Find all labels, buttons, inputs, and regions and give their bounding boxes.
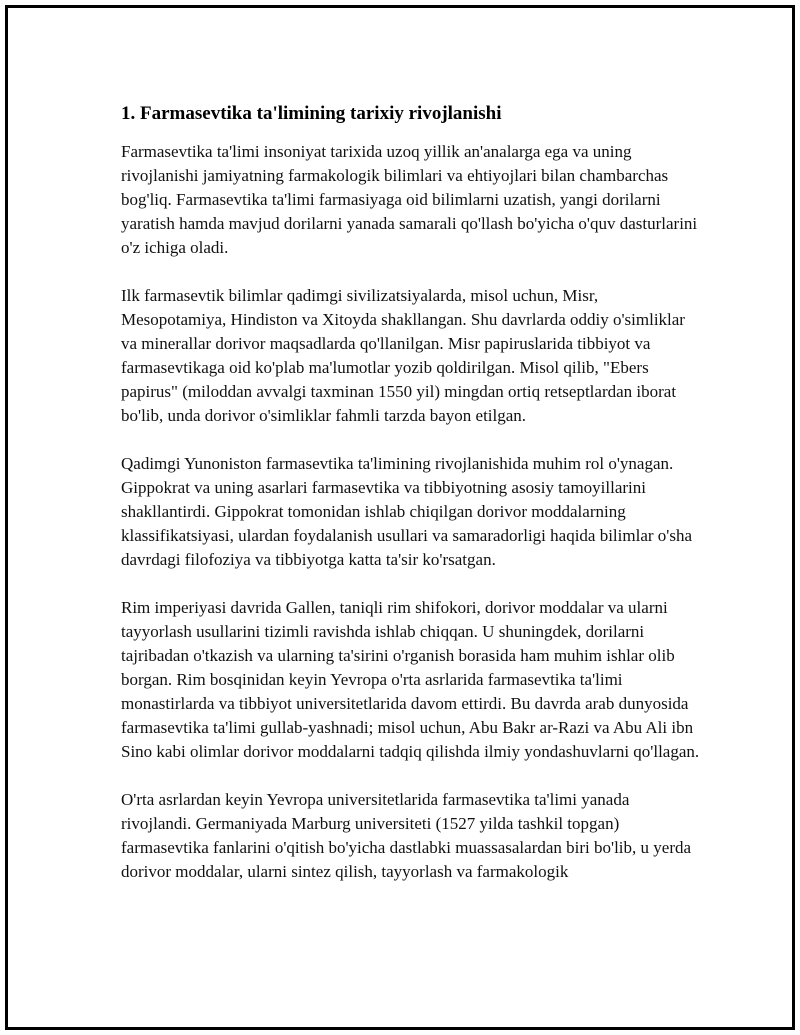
page-frame [5,5,795,1030]
paragraph-ancient-greece: Qadimgi Yunoniston farmasevtika ta'limining rivojlanishida muhim rol o'ynagan. Gippokrat va uning asarlari farmasevtika va tibbiyotning asosiy tamoyillarini shakllantirdi. Gippokrat tomonidan ishlab chiqilgan dorivor moddalarning klassifikatsiyasi, ulardan foydalanish usullari va samaradorligi haqida bilimlar o'sha davrdagi filofoziya va tibbiyotga katta ta'sir ko'rsatgan. [121,454,693,569]
paragraph-european-universities: O'rta asrlardan keyin Yevropa universitetlarida farmasevtika ta'limi yanada rivojlandi. Germaniyada Marburg universiteti (1527 yilda tashkil topgan) farmasevtika fanlarini o'qitish bo'yicha dastlabki muassasalardan biri bo'lib, u yerda dorivor moddalar, ularni sintez qilish, tayyorlash va farmakologik [121,790,692,881]
paragraph-ancient-civilizations: Ilk farmasevtik bilimlar qadimgi sivilizatsiyalarda, misol uchun, Misr, Mesopotamiya, Hindiston va Xitoyda shakllangan. Shu davrlarda oddiy o'simliklar va minerallar dorivor maqsadlarda qo'llanilgan. Misr papiruslarida tibbiyot va farmasevtikaga oid ko'plab ma'lumotlar yozib qoldirilgan. Misol qilib, "Ebers papirus" (miloddan avvalgi taxminan 1550 yil) mingdan ortiq retseptlardan iborat bo'lib, unda dorivor o'simliklar fahmli tarzda bayon etilgan. [121,286,685,425]
document-body [121,102,703,908]
paragraph-roman-empire: Rim imperiyasi davrida Gallen, taniqli rim shifokori, dorivor moddalar va ularni tayyorlash usullarini tizimli ravishda ishlab chiqqan. U shuningdek, dorilarni tajribadan o'tkazish va ularning ta'sirini o'rganish borasida ham muhim ishlar olib borgan. Rim bosqinidan keyin Yevropa o'rta asrlarida farmasevtika ta'limi monastirlarda va tibbiyot universitetlarida davom ettirdi. Bu davrda arab dunyosida farmasevtika ta'limi gullab-yashnadi; misol uchun, Abu Bakr ar-Razi va Abu Ali ibn Sino kabi olimlar dorivor moddalarni tadqiq qilishda ilmiy yondashuvlarni qo'llagan. [121,598,700,761]
section-heading: 1. Farmasevtika ta'limining tarixiy rivojlanishi [121,103,502,124]
paragraph-intro: Farmasevtika ta'limi insoniyat tarixida uzoq yillik an'analarga ega va uning rivojlanishi jamiyatning farmakologik bilimlari va ehtiyojlari bilan chambarchas bog'liq. Farmasevtika ta'limi farmasiyaga oid bilimlarni uzatish, yangi dorilarni yaratish hamda mavjud dorilarni yanada samarali qo'llash bo'yicha o'quv dasturlarini o'z ichiga oladi. [121,142,698,257]
